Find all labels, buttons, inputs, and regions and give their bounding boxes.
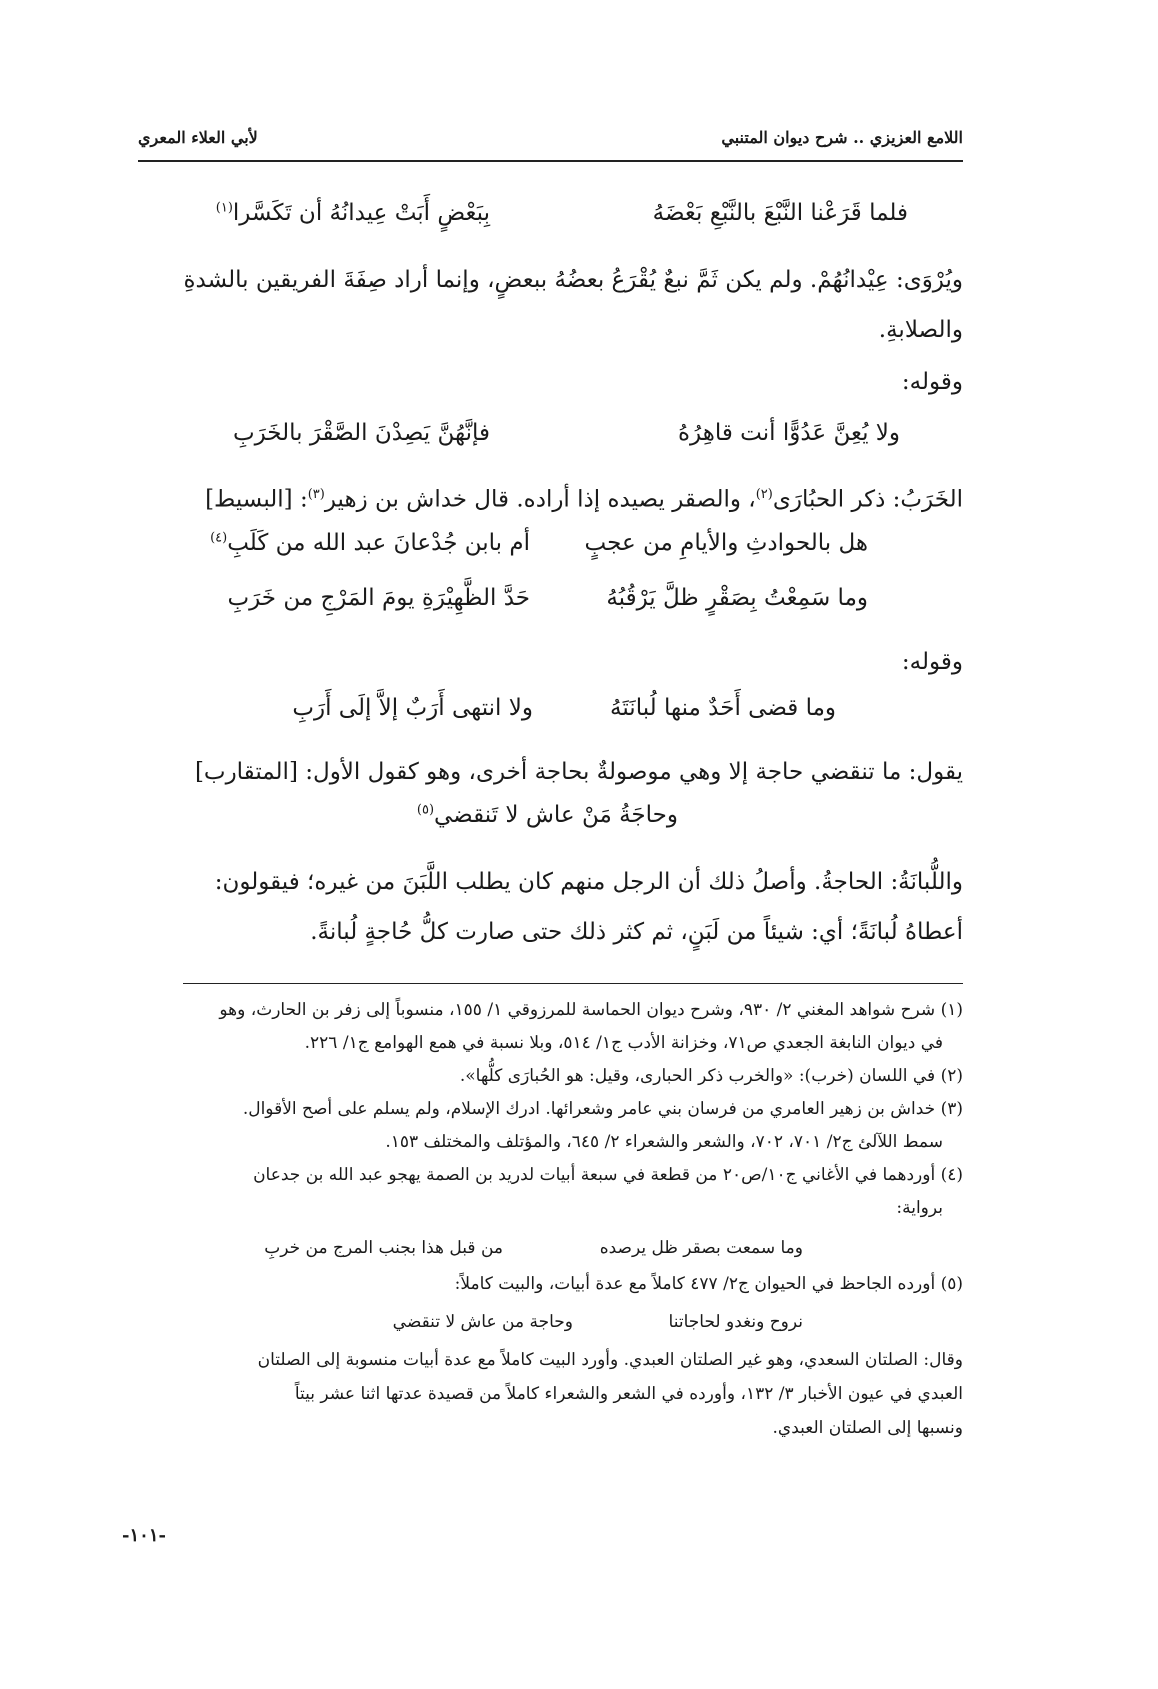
footnote-1-line-1: (١) شرح شواهد المغني ٢/ ٩٣٠، وشرح ديوان الحماسة للمرزوقي ١/ ١٥٥، منسوباً إلى زفر بن الحارث، وهو <box>219 1000 963 1020</box>
paragraph-4-line-2: أعطاهُ لُبانَةً؛ أي: شيئاً من لَبَنٍ، ثم كثر ذلك حتى صارت كلُّ حُاجةٍ لُبانةً. <box>310 919 963 945</box>
footnote-3-line-2: سمط اللآلئ ج٢/ ٧٠١، ٧٠٢، والشعر والشعراء ٢/ ٦٤٥، والمؤتلف والمختلف ١٥٣. <box>385 1132 943 1152</box>
footnote-ref-5: (٥) <box>416 802 435 818</box>
qawluhu-label-1: وقوله: <box>901 369 963 395</box>
verse-1-second-hemistich: بِبَعْضٍ أَبَتْ عِيدانُهُ أن تَكَسَّرا$^{(١)}$ <box>215 200 490 226</box>
verse-3-second-hemistich: أم بابن جُدْعانَ عبد الله من كَلَبِ$^{(٤)}$ <box>210 530 530 556</box>
header-rule <box>138 160 963 162</box>
footnote-5-line-2: وقال: الصلتان السعدي، وهو غير الصلتان العبدي. وأورد البيت كاملاً مع عدة أبيات منسوبة إلى الصلتان <box>257 1350 963 1370</box>
qawluhu-label-2: وقوله: <box>901 649 963 675</box>
footnote-5-line-1: (٥) أورده الجاحظ في الحيوان ج٢/ ٤٧٧ كاملاً مع عدة أبيات، والبيت كاملاً: <box>454 1274 963 1294</box>
verse-2-second-hemistich: فإنَّهُنَّ يَصِدْنَ الصَّقْرَ بالخَرَبِ <box>232 420 490 446</box>
page-number: -١٠١- <box>122 1525 166 1546</box>
paragraph-2: الخَرَبُ: ذكر الحبُارَى$^{(٢)}$، والصقر يصيده إذا أراده. قال خداش بن زهير$^{(٣)}$: [البسيط] <box>205 486 963 513</box>
footnote-4-verse-second: من قبل هذا بجنب المرج من خربِ <box>264 1238 503 1258</box>
footnote-4-line-1: (٤) أوردهما في الأغاني ج١٠/ص٢٠ من قطعة في سبعة أبيات لدريد بن الصمة يهجو عبد الله بن جدعان <box>253 1165 963 1185</box>
footnote-ref-3: (٣) <box>307 487 325 502</box>
footnote-1-line-2: في ديوان النابغة الجعدي ص٧١، وخزانة الأدب ج١/ ٥١٤، وبلا نسبة في همع الهوامع ج١/ ٢٢٦. <box>304 1033 943 1053</box>
footnote-3-line-1: (٣) خداش بن زهير العامري من فرسان بني عامر وشعرائها. ادرك الإسلام، ولم يسلم على أصح الأقوال. <box>242 1099 963 1119</box>
paragraph-3: يقول: ما تنقضي حاجة إلا وهي موصولةٌ بحاجة أخرى، وهو كقول الأول: [المتقارب] <box>194 759 963 785</box>
verse-5-first-hemistich: وما قضى أَحَدٌ منها لُبانَتَهُ <box>610 695 836 721</box>
footnote-5-verse-first: نروح ونغدو لحاجاتنا <box>668 1312 803 1332</box>
footnote-4-verse-first: وما سمعت بصقر ظل يرصده <box>599 1238 803 1258</box>
verse-1-first-hemistich: فلما قَرَعْنا النَّبْعَ بالنَّبْعِ بَعْضَهُ <box>652 200 908 226</box>
running-head <box>138 128 963 147</box>
footnote-5-line-3: العبدي في عيون الأخبار ٣/ ١٣٢، وأورده في الشعر والشعراء كاملاً من قصيدة عدتها اثنا عشر بيتاً <box>294 1384 963 1404</box>
verse-4-first-hemistich: وما سَمِعْتُ بِصَقْرٍ ظلَّ يَرْقُبُهُ <box>606 585 868 611</box>
paragraph-1-line-1: ويُرْوَى: عِيْدانُهُمْ. ولم يكن ثَمَّ نبعٌ يُقْرَعُ بعضُهُ ببعضٍ، وإنما أراد صِفَةَ الفريقين بالشدةِ <box>183 267 963 293</box>
footnote-5-line-4: ونسبها إلى الصلتان العبدي. <box>772 1418 963 1438</box>
footnote-2: (٢) في اللسان (خرب): «والخرب ذكر الحبارى، وقيل: هو الحُبارَى كلُّها». <box>459 1066 963 1086</box>
paragraph-4-line-1: واللُّبانَةُ: الحاجةُ. وأصلُ ذلك أن الرجل منهم كان يطلب اللَّبَنَ من غيره؛ فيقولون: <box>214 869 963 895</box>
verse-3-first-hemistich: هل بالحوادثِ والأيامِ من عجبٍ <box>584 530 868 556</box>
footnote-ref-2: (٢) <box>755 487 773 502</box>
book-title: اللامع العزيزي .. شرح ديوان المتنبي <box>721 128 963 147</box>
verse-6: وحاجَةُ مَنْ عاش لا تَنقضي$^{(٥)}$ <box>416 802 678 828</box>
footnote-ref-1: (١) <box>215 200 233 216</box>
footnote-5-verse-second: وحاجة من عاش لا تنقضي <box>392 1312 573 1332</box>
footnote-4-line-2: برواية: <box>896 1198 943 1218</box>
verse-4-second-hemistich: حَدَّ الظَّهِيْرَةِ يومَ المَرْجِ من خَرَبِ <box>227 585 530 611</box>
verse-5-second-hemistich: ولا انتهى أَرَبٌ إلاَّ إلَى أَرَبِ <box>292 695 533 721</box>
footnote-ref-4: (٤) <box>210 530 228 546</box>
footnote-separator <box>183 983 963 984</box>
verse-2-first-hemistich: ولا يُعِنَّ عَدُوًّا أنت قاهِرُهُ <box>677 420 900 446</box>
paragraph-1-line-2: والصلابةِ. <box>878 317 963 343</box>
author-name: لأبي العلاء المعري <box>138 128 258 147</box>
